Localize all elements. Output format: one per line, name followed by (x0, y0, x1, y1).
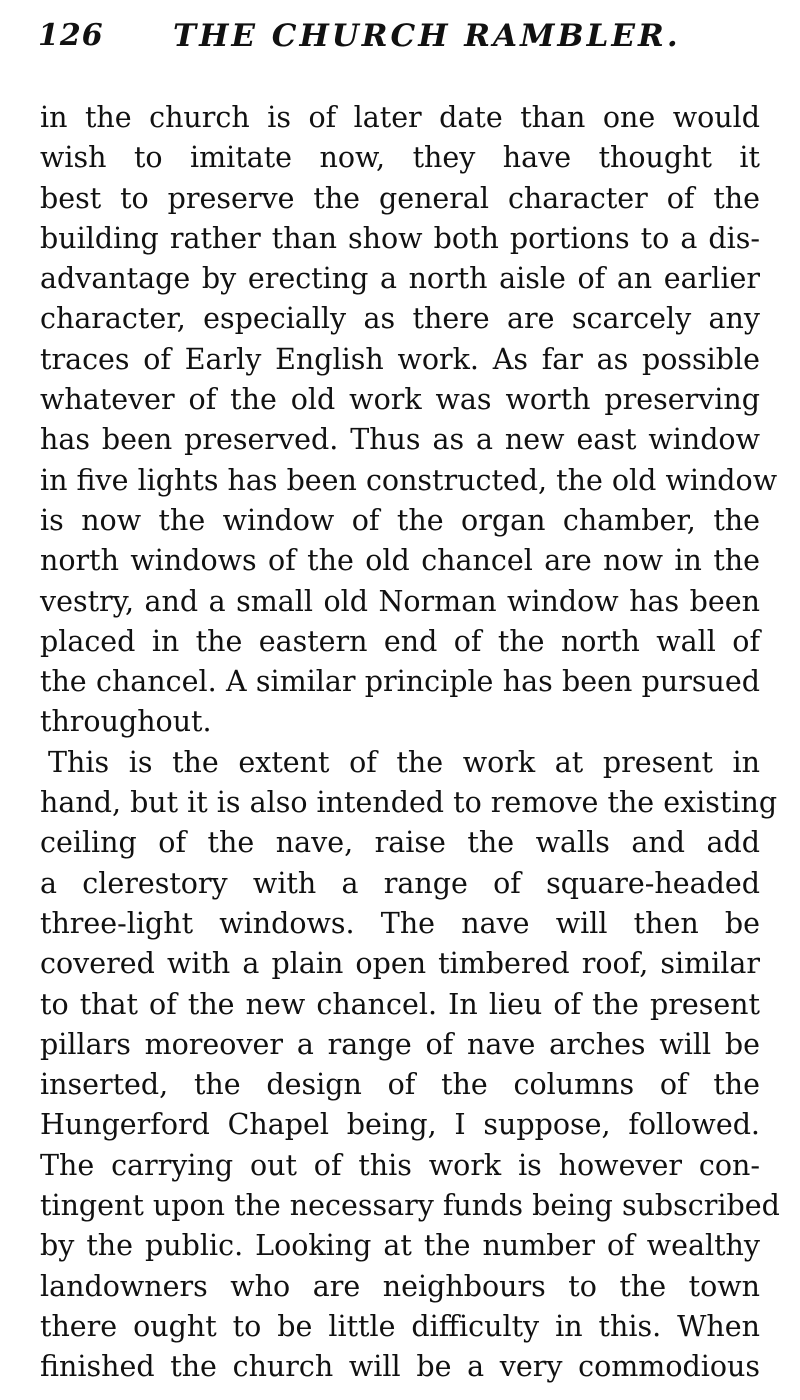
text-line: whatever of the old work was worth preserving (40, 383, 760, 417)
text-line: vestry, and a small old Norman window has been (40, 584, 760, 618)
text-line: hand, but it is also intended to remove the existing (40, 786, 778, 820)
text-line: wish to imitate now, they have thought it (40, 141, 760, 175)
text-line: has been preserved. Thus as a new east window (40, 423, 760, 457)
text-line: north windows of the old chancel are now in the (40, 544, 760, 578)
running-head (38, 18, 760, 62)
text-line: best to preserve the general character of the (40, 181, 760, 215)
text-line: a clerestory with a range of square-headed (40, 866, 760, 900)
page-number: 126 (38, 18, 104, 53)
text-line: is now the window of the organ chamber, the (40, 503, 760, 537)
text-line: the chancel. A similar principle has been pursued (40, 665, 760, 699)
text-line: character, especially as there are scarcely any (40, 302, 760, 336)
text-line: there ought to be little difficulty in this. When (40, 1309, 760, 1343)
body-text (40, 98, 780, 1388)
text-line: to that of the new chancel. In lieu of the present (40, 987, 760, 1021)
text-line: three-light windows. The nave will then be (40, 906, 760, 940)
text-line: tingent upon the necessary funds being subscribed (40, 1189, 780, 1223)
text-line: The carrying out of this work is however con- (40, 1148, 760, 1182)
text-line: by the public. Looking at the number of wealthy (40, 1229, 760, 1263)
text-line: This is the extent of the work at present in (48, 745, 760, 779)
text-line: advantage by erecting a north aisle of an earlier (40, 262, 760, 296)
text-line: Hungerford Chapel being, I suppose, followed. (40, 1108, 760, 1142)
text-line: finished the church will be a very commodious (40, 1350, 760, 1384)
text-line: in five lights has been constructed, the old window (40, 463, 778, 497)
text-line: landowners who are neighbours to the town (40, 1269, 760, 1303)
text-line: in the church is of later date than one would (40, 101, 760, 134)
running-title: THE CHURCH RAMBLER. (173, 18, 681, 54)
text-line: placed in the eastern end of the north wall of (40, 624, 760, 658)
text-line: covered with a plain open timbered roof, similar (40, 947, 760, 981)
text-line: inserted, the design of the columns of the (40, 1068, 760, 1102)
text-line: pillars moreover a range of nave arches will be (40, 1027, 760, 1061)
text-line: traces of Early English work. As far as possible (40, 342, 760, 376)
text-line: throughout. (40, 705, 212, 739)
text-line: ceiling of the nave, raise the walls and add (40, 826, 760, 860)
text-line: building rather than show both portions to a dis- (40, 221, 760, 255)
